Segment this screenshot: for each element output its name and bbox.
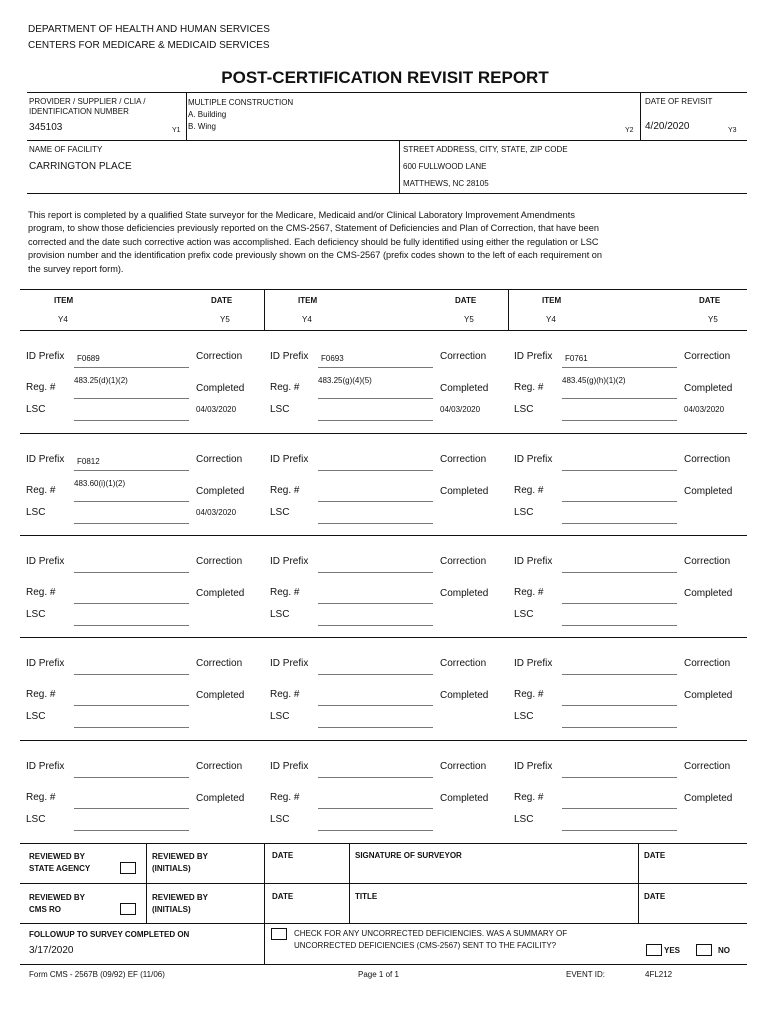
reg-label: Reg. # [270,689,300,700]
reg-label: Reg. # [270,587,300,598]
state-initials-label: REVIEWED BY (INITIALS) [152,852,209,873]
id-prefix-field[interactable] [562,674,677,675]
deficiency-item [508,750,748,850]
correction-label: Correction [684,761,731,772]
correction-label: Correction [196,658,243,669]
column-divider [640,92,641,140]
address-line-1: 600 FULLWOOD LANE [403,162,487,171]
reg-value: 483.60(i)(1)(2) [74,479,126,488]
correction-label: Correction [196,761,243,772]
reg-field[interactable] [318,603,433,604]
reg-field[interactable] [318,501,433,502]
lsc-field[interactable] [74,523,189,524]
correction-label: Correction [440,454,487,465]
revisit-date-label: DATE OF REVISIT [645,97,713,106]
grid-header-column-divider [264,289,265,330]
reg-label: Reg. # [270,382,300,393]
lsc-label: LSC [514,404,534,415]
lsc-label: LSC [514,609,534,620]
provider-number: 345103 [29,122,63,133]
lsc-field[interactable] [74,727,189,728]
department-line-1: DEPARTMENT OF HEALTH AND HUMAN SERVICES [28,24,270,35]
provider-label: PROVIDER / SUPPLIER / CLIA / IDENTIFICATION NUMBER [29,97,146,116]
completed-date-value: 04/03/2020 [196,508,237,517]
id-prefix-field[interactable] [74,367,189,368]
title-label: TITLE [355,892,378,901]
id-prefix-field[interactable] [562,470,677,471]
lsc-label: LSC [26,711,46,722]
lsc-field[interactable] [562,625,677,626]
grid-header-divider [20,330,747,331]
revisit-date-value: 4/20/2020 [645,121,690,132]
signature-date-label: DATE [644,851,666,860]
reg-label: Reg. # [514,689,544,700]
id-prefix-label: ID Prefix [270,556,309,567]
row-separator [20,740,747,741]
reg-field[interactable] [562,501,677,502]
reg-field[interactable] [318,398,433,399]
deficiency-item [20,443,260,543]
page-number: Page 1 of 1 [358,970,399,979]
construction-block: MULTIPLE CONSTRUCTION A. Building B. Wing [188,98,294,131]
address-label: STREET ADDRESS, CITY, STATE, ZIP CODE [403,145,568,154]
reg-field[interactable] [562,705,677,706]
lsc-label: LSC [514,711,534,722]
reg-label: Reg. # [514,792,544,803]
id-prefix-label: ID Prefix [26,556,65,567]
id-prefix-field[interactable] [74,777,189,778]
reg-field[interactable] [74,705,189,706]
reg-label: Reg. # [514,485,544,496]
facility-name: CARRINGTON PLACE [29,161,132,172]
completed-label: Completed [196,690,245,701]
lsc-field[interactable] [74,420,189,421]
yes-label: YES [664,946,681,955]
completed-label: Completed [196,588,245,599]
lsc-label: LSC [514,507,534,518]
form-title: POST-CERTIFICATION REVISIT REPORT [221,68,549,87]
facility-label: NAME OF FACILITY [29,145,103,154]
row-separator [20,637,747,638]
id-prefix-field[interactable] [562,777,677,778]
correction-label: Correction [196,454,243,465]
id-prefix-label: ID Prefix [270,658,309,669]
id-prefix-label: ID Prefix [26,658,65,669]
lsc-label: LSC [26,507,46,518]
correction-label: Correction [684,454,731,465]
correction-label: Correction [196,556,243,567]
deficiency-item [264,647,504,747]
event-id-label: EVENT ID: [566,970,605,979]
id-prefix-field[interactable] [318,367,433,368]
row-divider [27,193,747,194]
correction-label: Correction [440,658,487,669]
lsc-label: LSC [270,814,290,825]
reg-label: Reg. # [514,382,544,393]
lsc-field[interactable] [562,420,677,421]
deficiency-item [20,647,260,747]
reg-field[interactable] [74,808,189,809]
reviewed-by-state-label: REVIEWED BY STATE AGENCY [29,852,91,873]
lsc-label: LSC [514,814,534,825]
correction-label: Correction [684,556,731,567]
deficiency-item [508,443,748,543]
reg-label: Reg. # [26,792,56,803]
item-column-code: Y4 [546,315,556,324]
reg-field[interactable] [74,398,189,399]
completed-label: Completed [440,588,489,599]
grid-header-column-divider [508,289,509,330]
deficiency-item [508,647,748,747]
lsc-label: LSC [26,609,46,620]
correction-label: Correction [440,556,487,567]
lsc-field[interactable] [318,830,433,831]
correction-label: Correction [684,658,731,669]
deficiency-item [264,443,504,543]
lsc-field[interactable] [318,523,433,524]
review-column-divider [638,843,639,923]
row-divider [27,140,747,141]
reviewed-by-cms-label: REVIEWED BY CMS RO [29,893,86,914]
id-prefix-label: ID Prefix [514,658,553,669]
correction-label: Correction [440,351,487,362]
lsc-label: LSC [26,814,46,825]
uncorrected-deficiencies-checkbox[interactable] [271,928,287,940]
yes-checkbox[interactable] [646,944,662,956]
followup-label: FOLLOWUP TO SURVEY COMPLETED ON [29,930,190,939]
reg-field[interactable] [318,808,433,809]
reg-value: 483.45(g)(h)(1)(2) [562,376,626,385]
department-line-2: CENTERS FOR MEDICARE & MEDICAID SERVICES [28,40,270,51]
address-line-2: MATTHEWS, NC 28105 [403,179,489,188]
deficiency-item [264,750,504,850]
completed-label: Completed [684,690,733,701]
lsc-field[interactable] [318,727,433,728]
no-label: NO [718,946,730,955]
item-column-label: ITEM [298,296,318,305]
row-separator [20,433,747,434]
completed-label: Completed [684,383,733,394]
reg-field[interactable] [562,603,677,604]
top-box-border [27,92,747,93]
id-prefix-field[interactable] [318,674,433,675]
item-column-code: Y4 [302,315,312,324]
form-number: Form CMS - 2567B (09/92) EF (11/06) [29,970,165,979]
review-bottom-border [20,964,747,965]
id-prefix-value: F0689 [77,354,100,363]
column-divider [399,140,400,193]
event-id-value: 4FL212 [645,970,673,979]
item-column-label: ITEM [542,296,562,305]
date-column-label: DATE [699,296,721,305]
id-prefix-field[interactable] [74,674,189,675]
reg-value: 483.25(g)(4)(5) [318,376,372,385]
date-column-label: DATE [455,296,477,305]
cms-date-label: DATE [272,892,294,901]
surveyor-signature-label: SIGNATURE OF SURVEYOR [355,851,462,860]
id-prefix-label: ID Prefix [26,351,65,362]
id-prefix-label: ID Prefix [514,351,553,362]
id-prefix-label: ID Prefix [26,454,65,465]
correction-label: Correction [196,351,243,362]
intro-paragraph: This report is completed by a qualified State surveyor for the Medicare, Medicaid and/or Clinical Laboratory Improvement Amendments program, to show those deficiencies previously reported on the CMS-2567, Statement of Deficiencies and Plan of Correction, that have been corrected and the date such corrective action was accomplished. Each deficiency should be fully identified using either the regulation or LSC provision number and the identification prefix code previously shown on the CMS-2567 (prefix codes shown to the left of each requirement on the survey report form). [28,210,603,274]
id-prefix-field[interactable] [318,777,433,778]
completed-label: Completed [440,383,489,394]
reg-field[interactable] [562,398,677,399]
lsc-field[interactable] [318,420,433,421]
deficiency-item [264,545,504,645]
date-column-label: DATE [211,296,233,305]
construction-code: Y2 [625,127,634,134]
correction-label: Correction [440,761,487,772]
revisit-date-code: Y3 [728,127,737,134]
deficiency-item [264,340,504,440]
id-prefix-field[interactable] [562,367,677,368]
completed-label: Completed [684,793,733,804]
deficiency-item [20,545,260,645]
reg-field[interactable] [562,808,677,809]
column-divider [186,92,187,140]
reg-label: Reg. # [514,587,544,598]
id-prefix-value: F0812 [77,457,100,466]
correction-label: Correction [684,351,731,362]
id-prefix-value: F0693 [321,354,344,363]
completed-label: Completed [196,486,245,497]
id-prefix-field[interactable] [74,470,189,471]
completed-label: Completed [684,588,733,599]
id-prefix-field[interactable] [74,572,189,573]
review-column-divider [264,843,265,964]
lsc-label: LSC [26,404,46,415]
state-date-label: DATE [272,851,294,860]
row-separator [20,535,747,536]
id-prefix-label: ID Prefix [270,454,309,465]
id-prefix-label: ID Prefix [26,761,65,772]
completed-label: Completed [196,383,245,394]
deficiency-item [508,340,748,440]
completed-label: Completed [196,793,245,804]
reg-label: Reg. # [26,587,56,598]
reg-field[interactable] [74,501,189,502]
completed-label: Completed [440,486,489,497]
lsc-field[interactable] [562,830,677,831]
item-column-label: ITEM [54,296,74,305]
id-prefix-label: ID Prefix [514,556,553,567]
lsc-field[interactable] [74,830,189,831]
review-divider [20,923,747,924]
lsc-label: LSC [270,404,290,415]
deficiency-item [508,545,748,645]
no-checkbox[interactable] [696,944,712,956]
date-column-code: Y5 [220,315,230,324]
id-prefix-label: ID Prefix [270,761,309,772]
lsc-label: LSC [270,507,290,518]
lsc-label: LSC [270,609,290,620]
date-column-code: Y5 [708,315,718,324]
reg-label: Reg. # [270,485,300,496]
deficiency-item [20,340,260,440]
reg-field[interactable] [318,705,433,706]
cms-initials-label: REVIEWED BY (INITIALS) [152,893,209,914]
completed-label: Completed [440,690,489,701]
id-prefix-label: ID Prefix [514,454,553,465]
reg-label: Reg. # [270,792,300,803]
provider-code: Y1 [172,127,181,134]
date-column-code: Y5 [464,315,474,324]
reg-label: Reg. # [26,689,56,700]
id-prefix-field[interactable] [318,470,433,471]
reg-field[interactable] [74,603,189,604]
review-column-divider [349,843,350,923]
lsc-label: LSC [270,711,290,722]
followup-date: 3/17/2020 [29,945,74,956]
completed-date-value: 04/03/2020 [684,405,725,414]
item-column-code: Y4 [58,315,68,324]
completed-label: Completed [684,486,733,497]
completed-date-value: 04/03/2020 [440,405,481,414]
id-prefix-label: ID Prefix [270,351,309,362]
deficiency-item [20,750,260,850]
lsc-field[interactable] [562,727,677,728]
lsc-field[interactable] [74,625,189,626]
title-date-label: DATE [644,892,666,901]
completed-date-value: 04/03/2020 [196,405,237,414]
id-prefix-value: F0761 [565,354,588,363]
reg-label: Reg. # [26,485,56,496]
uncorrected-deficiencies-question: CHECK FOR ANY UNCORRECTED DEFICIENCIES. WAS A SUMMARY OF UNCORRECTED DEFICIENCIES (CMS-2567) SENT TO THE FACILITY? [294,929,568,950]
cms-ro-checkbox[interactable] [120,903,136,915]
id-prefix-field[interactable] [562,572,677,573]
reg-label: Reg. # [26,382,56,393]
id-prefix-field[interactable] [318,572,433,573]
lsc-field[interactable] [562,523,677,524]
reg-value: 483.25(d)(1)(2) [74,376,128,385]
id-prefix-label: ID Prefix [514,761,553,772]
review-column-divider [146,843,147,923]
grid-top-border [20,289,747,290]
lsc-field[interactable] [318,625,433,626]
completed-label: Completed [440,793,489,804]
state-agency-checkbox[interactable] [120,862,136,874]
